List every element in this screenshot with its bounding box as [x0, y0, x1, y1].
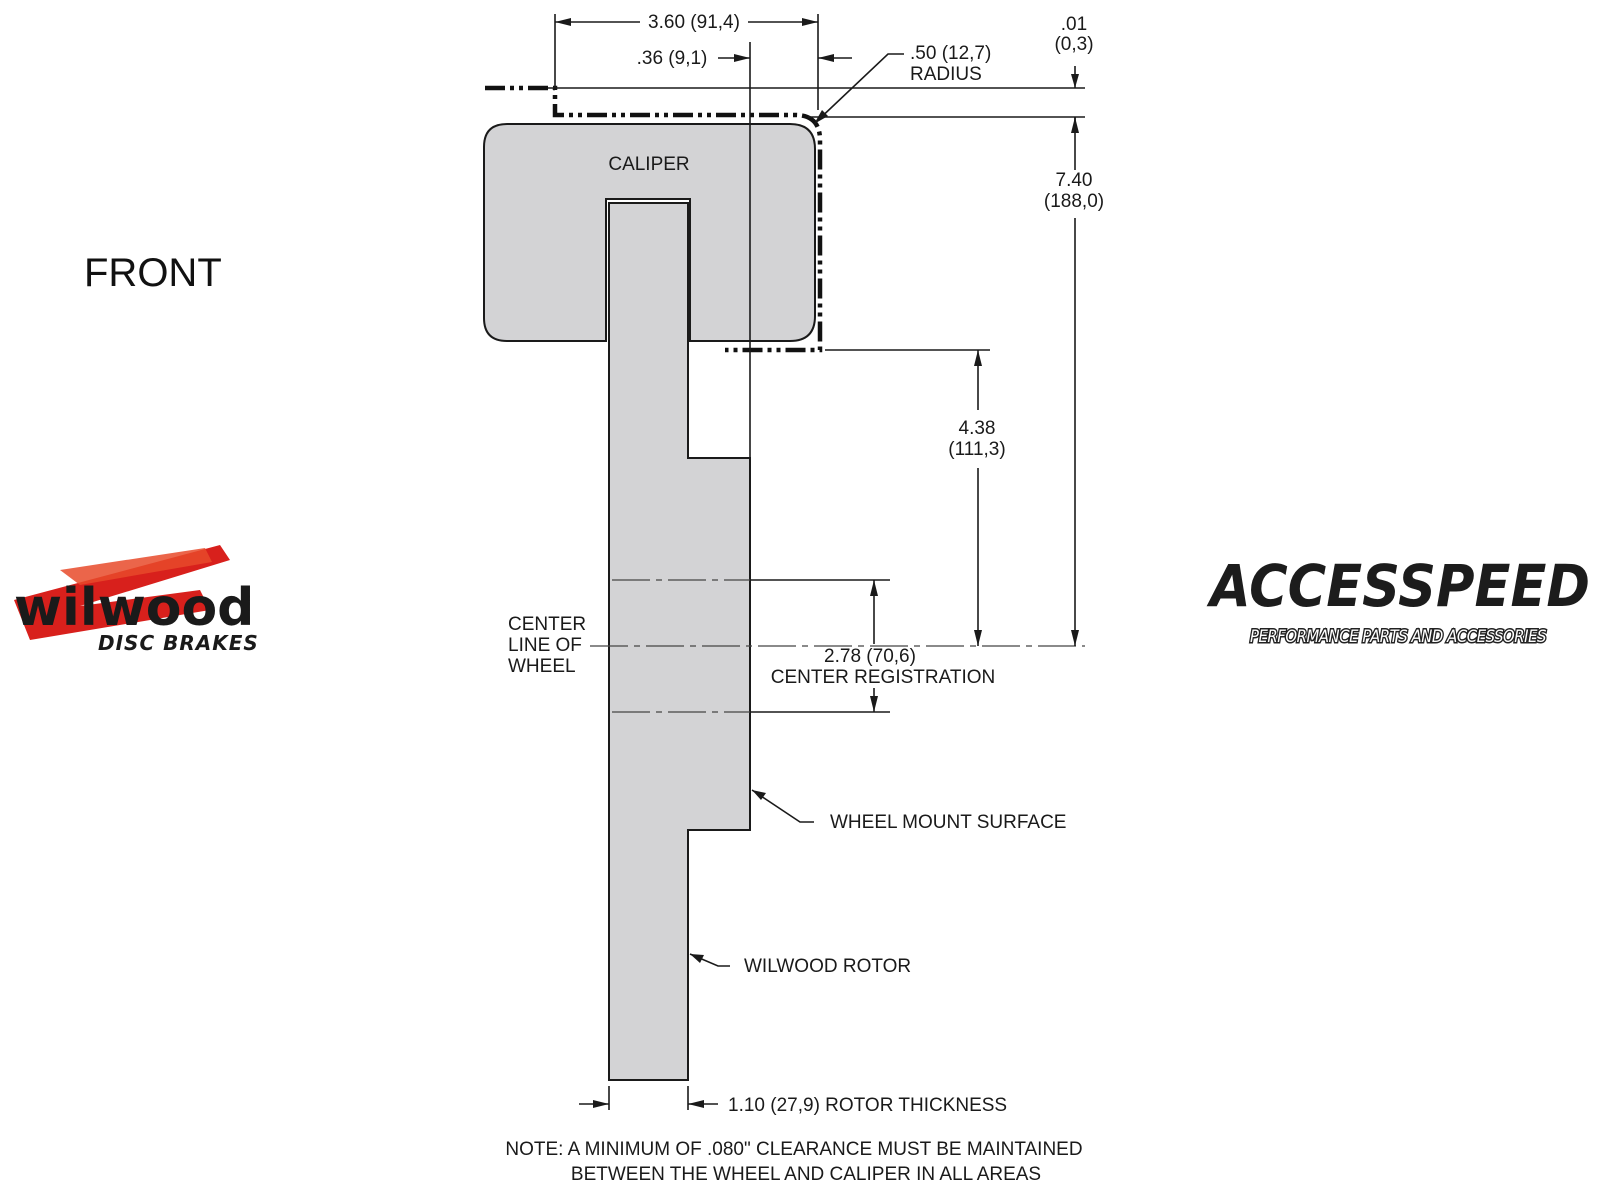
offset-value: .36 (9,1)	[636, 48, 708, 69]
overall-height-value: 7.40	[1055, 170, 1093, 191]
caliper-label: CALIPER	[608, 154, 690, 175]
overall-height-metric: (188,0)	[1043, 191, 1105, 212]
radius-value: .50 (12,7)	[910, 43, 992, 64]
rotor-label: WILWOOD ROTOR	[744, 956, 912, 977]
center-line-label-1: CENTER	[508, 614, 587, 635]
caliper-to-center-value: 4.38	[958, 418, 996, 439]
wilwood-wordmark: wilwood	[14, 578, 255, 638]
top-clearance-metric: (0,3)	[1054, 34, 1094, 55]
center-line-label-3: WHEEL	[508, 656, 576, 677]
center-line-callout	[508, 614, 586, 677]
rotor-thickness-label: 1.10 (27,9) ROTOR THICKNESS	[728, 1095, 1008, 1116]
dim-overall-height	[1044, 117, 1104, 646]
wheel-mount-callout	[752, 790, 1066, 833]
clearance-note	[505, 1139, 1082, 1185]
wilwood-logo	[14, 545, 259, 655]
caliper-to-center-metric: (111,3)	[948, 439, 1006, 460]
wheel-mount-label: WHEEL MOUNT SURFACE	[830, 812, 1067, 833]
wilwood-tagline: DISC BRAKES	[98, 631, 259, 655]
dim-top-clearance	[1054, 14, 1093, 124]
rotor-callout	[690, 954, 911, 977]
registration-value: 2.78 (70,6)	[824, 646, 916, 667]
radius-label: RADIUS	[910, 64, 982, 85]
accespeed-logo	[1206, 552, 1590, 647]
dim-radius	[814, 43, 991, 124]
accespeed-wordmark: ACCESSPEED	[1206, 552, 1590, 620]
dim-caliper-to-center	[948, 350, 1005, 646]
note-line-1: NOTE: A MINIMUM OF .080" CLEARANCE MUST BE MAINTAINED	[505, 1139, 1083, 1160]
center-line-label-2: LINE OF	[508, 635, 582, 656]
caliper-width-value: 3.60 (91,4)	[648, 12, 740, 33]
accespeed-tagline: PERFORMANCE PARTS AND ACCESSORIES	[1250, 627, 1547, 647]
note-line-2: BETWEEN THE WHEEL AND CALIPER IN ALL AREAS	[570, 1164, 1042, 1185]
view-label: FRONT	[84, 251, 222, 295]
dim-rotor-thickness	[579, 1095, 1007, 1116]
registration-label: CENTER REGISTRATION	[770, 667, 996, 688]
dim-caliper-width	[555, 12, 818, 33]
top-clearance-value: .01	[1060, 14, 1088, 35]
dim-offset	[637, 48, 852, 69]
